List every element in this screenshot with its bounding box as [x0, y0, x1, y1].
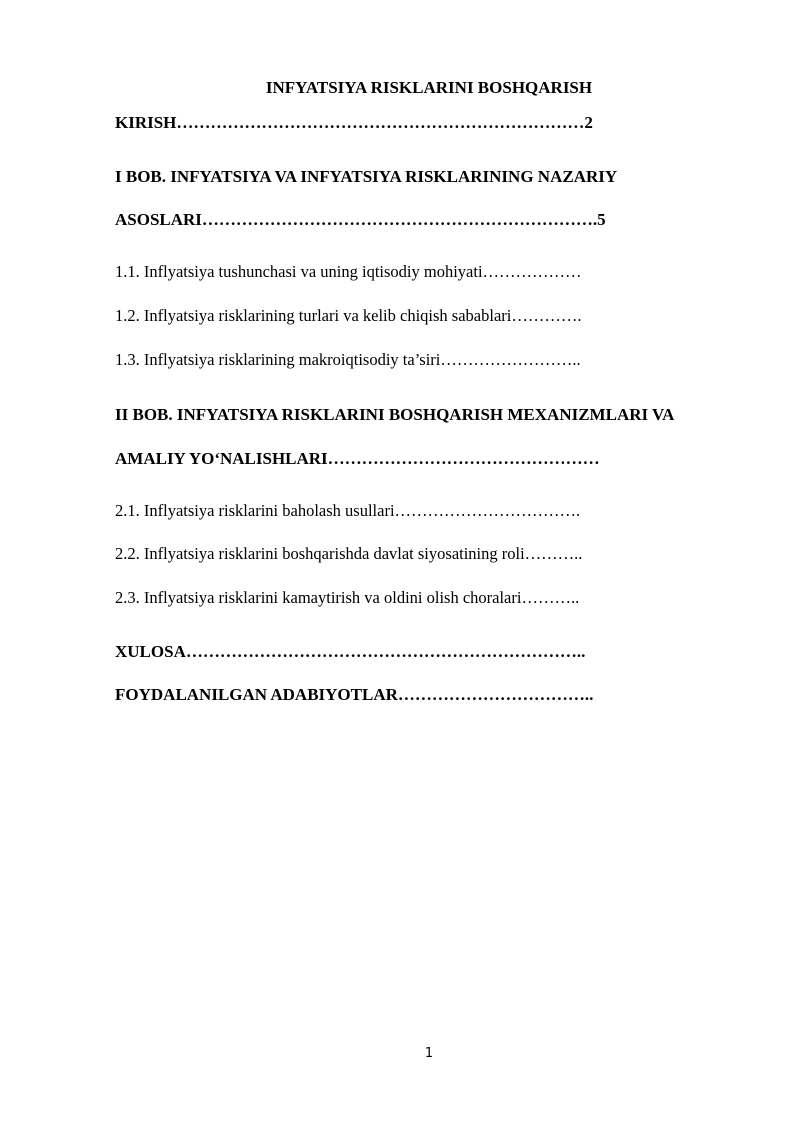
toc-entry-chapter2-line2: AMALIY YO‘NALISHLARI………………………………………… [115, 449, 600, 468]
document-title: INFYATSIYA RISKLARINI BOSHQARISH [265, 78, 593, 97]
toc-entry-intro: KIRISH………………………………………………………………2 [115, 113, 593, 132]
toc-entry-section-1-3: 1.3. Inflyatsiya risklarining makroiqtisodiy ta’siri…………………….. [115, 350, 581, 369]
toc-entry-section-1-2: 1.2. Inflyatsiya risklarining turlari va kelib chiqish sabablari…………. [115, 306, 582, 325]
page-number: 1 [424, 1046, 434, 1061]
toc-entry-chapter1-line1: I BOB. INFYATSIYA VA INFYATSIYA RISKLARINING NAZARIY [115, 167, 618, 186]
toc-entry-section-2-3: 2.3. Inflyatsiya risklarini kamaytirish va oldini olish choralari……….. [115, 588, 580, 607]
toc-entry-section-2-1: 2.1. Inflyatsiya risklarini baholash usullari……………………………. [115, 501, 581, 520]
toc-entry-section-1-1: 1.1. Inflyatsiya tushunchasi va uning iqtisodiy mohiyati……………… [115, 262, 582, 281]
toc-entry-section-2-2: 2.2. Inflyatsiya risklarini boshqarishda davlat siyosatining roli……….. [115, 544, 583, 563]
toc-entry-conclusion: XULOSA…………………………………………………………….. [115, 642, 586, 661]
toc-entry-chapter1-line2: ASOSLARI…………………………………………………………….5 [115, 210, 606, 229]
toc-entry-references: FOYDALANILGAN ADABIYOTLAR…………………………….. [115, 685, 594, 704]
toc-entry-chapter2-line1: II BOB. INFYATSIYA RISKLARINI BOSHQARISH MEXANIZMLARI VA [115, 405, 675, 424]
